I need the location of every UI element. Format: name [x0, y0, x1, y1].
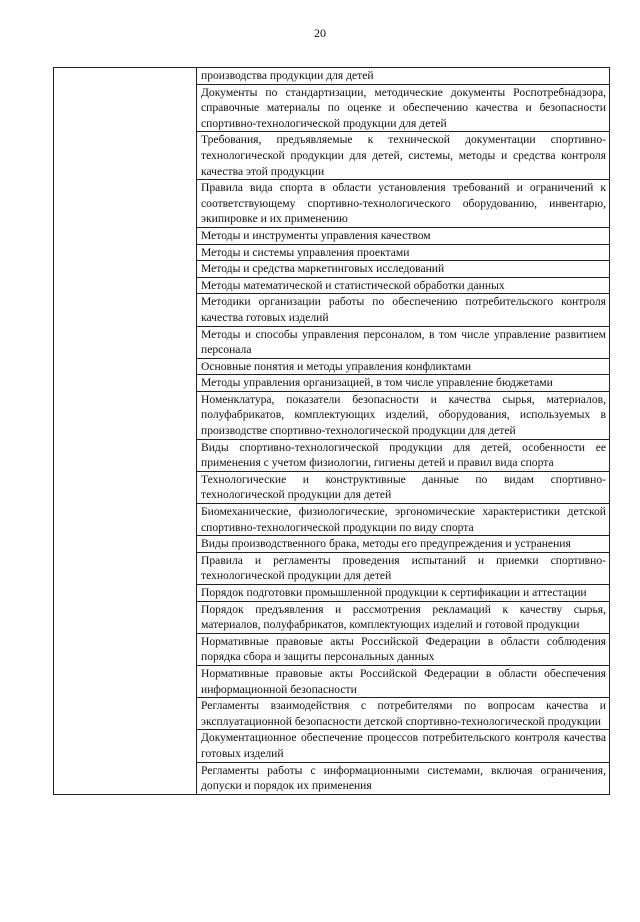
table-row [54, 68, 610, 85]
table-cell: Правила вида спорта в области установления требований и ограничений к соответствующему спортивно-технологического оборудованию, инвентарю, экипировке и их применению [197, 180, 610, 228]
left-column-cell [54, 68, 197, 795]
table-cell: Нормативные правовые акты Российской Федерации в области обеспечения информационной безопасности [197, 665, 610, 697]
table-cell: Документационное обеспечение процессов потребительского контроля качества готовых изделий [197, 730, 610, 762]
table-cell: Методы математической и статистической обработки данных [197, 277, 610, 294]
table-cell: Методики организации работы по обеспечению потребительского контроля качества готовых изделий [197, 294, 610, 326]
table-cell: Методы и способы управления персоналом, в том числе управление развитием персонала [197, 326, 610, 358]
knowledge-table [53, 67, 610, 795]
table-cell: Методы управления организацией, в том числе управление бюджетами [197, 375, 610, 392]
table-cell: Методы и средства маркетинговых исследований [197, 261, 610, 278]
table-cell: Методы и инструменты управления качеством [197, 227, 610, 244]
table-cell: Порядок предъявления и рассмотрения рекламаций к качеству сырья, материалов, полуфабрикатов, комплектующих изделий и готовой продукции [197, 601, 610, 633]
table-cell: Виды спортивно-технологической продукции для детей, особенности ее применения с учетом физиологии, гигиены детей и правил вида спорта [197, 439, 610, 471]
table-cell: Правила и регламенты проведения испытаний и приемки спортивно-технологической продукции для детей [197, 552, 610, 584]
table-cell: Методы и системы управления проектами [197, 244, 610, 261]
table-cell: Нормативные правовые акты Российской Федерации в области соблюдения порядка сбора и защиты персональных данных [197, 633, 610, 665]
page-number: 20 [314, 26, 326, 40]
table-cell: Регламенты взаимодействия с потребителями по вопросам качества и эксплуатационной безопасности детской спортивно-технологической продукции [197, 698, 610, 730]
table-cell: Документы по стандартизации, методические документы Роспотребнадзора, справочные материалы по оценке и обеспечению качества и безопасности спортивно-технологической продукции для детей [197, 84, 610, 132]
table-cell: Регламенты работы с информационными системами, включая ограничения, допуски и порядок их применения [197, 762, 610, 794]
table-cell: Номенклатура, показатели безопасности и качества сырья, материалов, полуфабрикатов, комплектующих изделий, оборудования, используемых в производстве спортивно-технологической продукции для детей [197, 391, 610, 439]
table-cell: производства продукции для детей [197, 68, 610, 85]
table-cell: Порядок подготовки промышленной продукции к сертификации и аттестации [197, 585, 610, 602]
table-cell: Основные понятия и методы управления конфликтами [197, 358, 610, 375]
table-cell: Виды производственного брака, методы его предупреждения и устранения [197, 536, 610, 553]
table-cell: Требования, предъявляемые к технической документации спортивно-технологической продукции для детей, системы, методы и средства контроля качества этой продукции [197, 132, 610, 180]
table-cell: Технологические и конструктивные данные по видам спортивно-технологической продукции для детей [197, 471, 610, 503]
table-cell: Биомеханические, физиологические, эргономические характеристики детской спортивно-технологической продукции по виду спорта [197, 504, 610, 536]
